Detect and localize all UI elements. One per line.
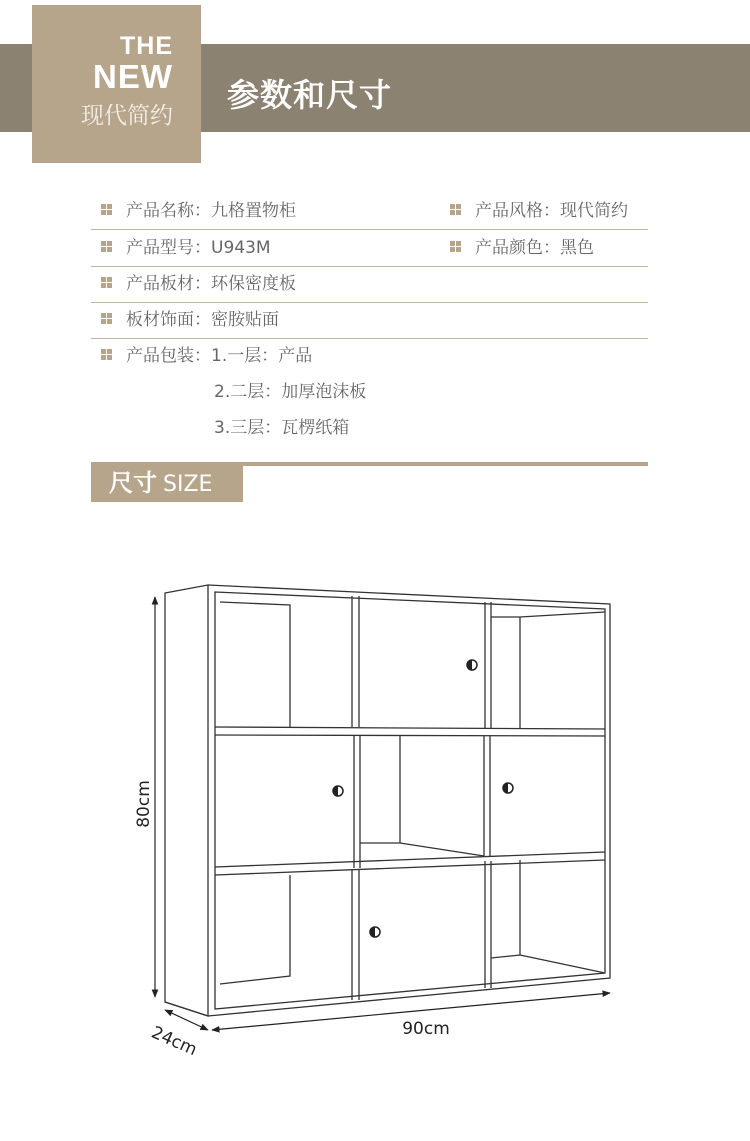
height-label: 80cm	[134, 780, 154, 828]
spec-value: 九格置物柜	[211, 201, 296, 221]
badge-subtitle: 现代简约	[81, 103, 173, 129]
spec-label: 产品名称：	[126, 201, 211, 221]
spec-value: 环保密度板	[211, 274, 296, 294]
spec-label: 产品板材：	[126, 274, 211, 294]
size-title-en: SIZE	[163, 472, 213, 497]
size-title-cn: 尺寸	[109, 469, 157, 497]
spec-value: 黑色	[560, 238, 594, 258]
spec-label: 产品型号：	[126, 238, 211, 258]
width-label: 90cm	[402, 1019, 450, 1039]
depth-label: 24cm	[148, 1022, 200, 1061]
badge-new: NEW	[93, 58, 173, 95]
packaging-layer-2: 2.二层：加厚泡沫板	[214, 382, 367, 402]
spec-label: 板材饰面：	[126, 310, 211, 330]
spec-label: 产品包装：	[126, 346, 211, 366]
spec-value: 现代简约	[560, 201, 628, 221]
cabinet-outline	[165, 585, 610, 1016]
badge-the: THE	[120, 32, 173, 60]
spec-value: 密胺贴面	[211, 310, 279, 330]
page-title: 参数和尺寸	[227, 76, 393, 114]
depth-arrow	[165, 1010, 208, 1030]
packaging-layer-3: 3.三层：瓦楞纸箱	[214, 418, 350, 438]
spec-value: U943M	[211, 238, 271, 258]
spec-label: 产品颜色：	[475, 238, 560, 258]
spec-value: 1.一层：产品	[211, 346, 313, 366]
spec-label: 产品风格：	[475, 201, 560, 221]
